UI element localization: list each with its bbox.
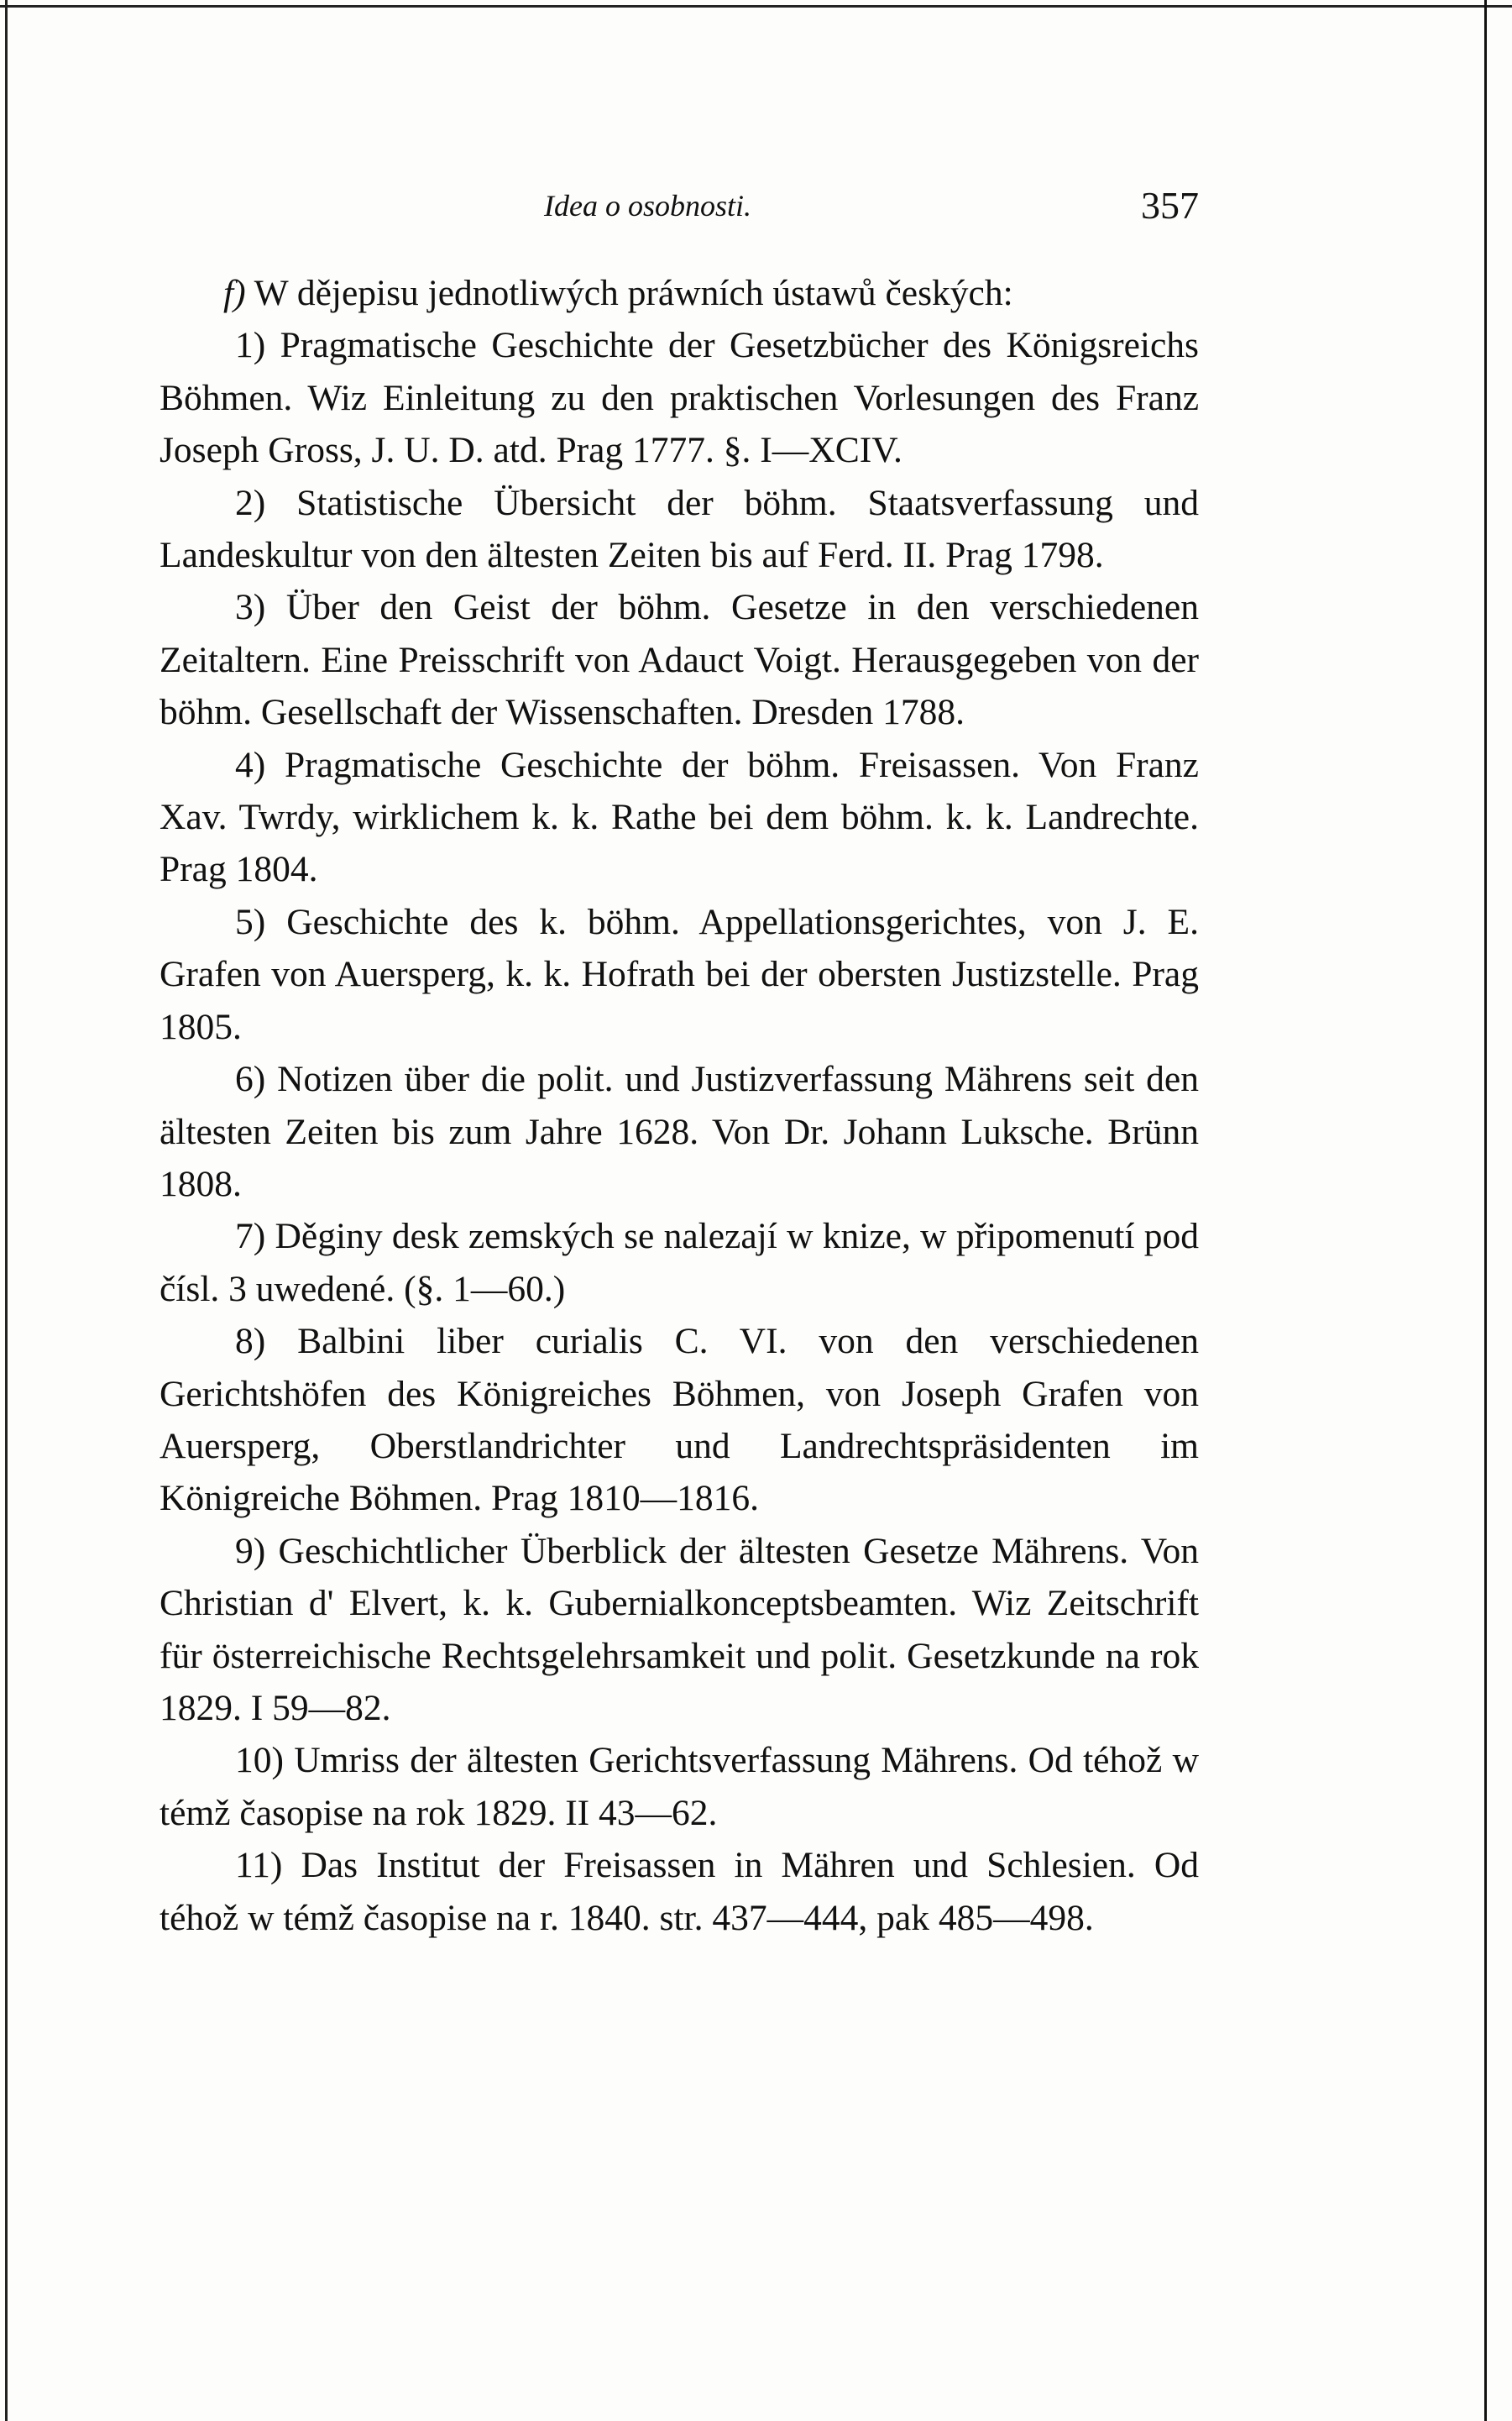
entry-4: 4) Pragmatische Geschichte der böhm. Freisassen. Von Franz Xav. Twrdy, wirklichem k. k. Rathe bei dem böhm. k. k. Landrechte. Prag 1804. — [160, 744, 1199, 890]
entry-2: 2) Statistische Übersicht der böhm. Staatsverfassung und Landeskultur von den ältesten Zeiten bis auf Ferd. II. Prag 1798. — [160, 482, 1199, 576]
entry-5: 5) Geschichte des k. böhm. Appellationsgerichtes, von J. E. Grafen von Auersperg, k. k. Hofrath bei der obersten Justizstelle. Prag 1805. — [160, 901, 1199, 1047]
entry-7: 7) Děginy desk zemských se nalezají w knize, w připomenutí pod čísl. 3 uwedené. (§. 1—60.) — [160, 1216, 1199, 1309]
page-edge-left — [5, 0, 8, 2421]
entry-9: 9) Geschichtlicher Überblick der ältesten Gesetze Mährens. Von Christian d' Elvert, k. k. Gubernialkonceptsbeamten. Wiz Zeitschrift für österreichische Rechtsgelehrsamkeit und polit. Gesetzkunde na rok 1829. I 59—82. — [160, 1530, 1199, 1728]
section-intro-text: W dějepisu jednotliwých práwních ústawů českých: — [245, 273, 1013, 313]
entry-1: 1) Pragmatische Geschichte der Gesetzbücher des Königsreichs Böhmen. Wiz Einleitung zu den praktischen Vorlesungen des Franz Joseph Gross, J. U. D. atd. Prag 1777. §. I—XCIV. — [160, 325, 1199, 471]
entry-10: 10) Umriss der ältesten Gerichtsverfassung Mährens. Od téhož w témž časopise na rok 1829. II 43—62. — [160, 1740, 1199, 1833]
entry-8: 8) Balbini liber curialis C. VI. von den verschiedenen Gerichtshöfen des Königreiches Böhmen, von Joseph Grafen von Auersperg, Oberstlandrichter und Landrechtspräsidenten im Königreiche Böhmen. Prag 1810—1816. — [160, 1321, 1199, 1519]
body-text — [160, 267, 1199, 1944]
entry-3: 3) Über den Geist der böhm. Gesetze in den verschiedenen Zeitaltern. Eine Preisschrift von Adauct Voigt. Herausgegeben von der böhm. Gesellschaft der Wissenschaften. Dresden 1788. — [160, 587, 1199, 733]
section-label: f) — [223, 273, 246, 313]
page-header — [160, 183, 1199, 233]
page-edge-right — [1484, 0, 1487, 2421]
page-edge-top — [0, 5, 1512, 8]
entry-6: 6) Notizen über die polit. und Justizverfassung Mährens seit den ältesten Zeiten bis zum Jahre 1628. Von Dr. Johann Luksche. Brünn 1808. — [160, 1059, 1199, 1204]
running-title: Idea o osobnosti. — [544, 189, 751, 223]
page-number: 357 — [1141, 184, 1199, 227]
section-intro — [160, 267, 1199, 319]
entry-11: 11) Das Institut der Freisassen in Mähren und Schlesien. Od téhož w témž časopise na r. 1840. str. 437—444, pak 485—498. — [160, 1845, 1199, 1938]
